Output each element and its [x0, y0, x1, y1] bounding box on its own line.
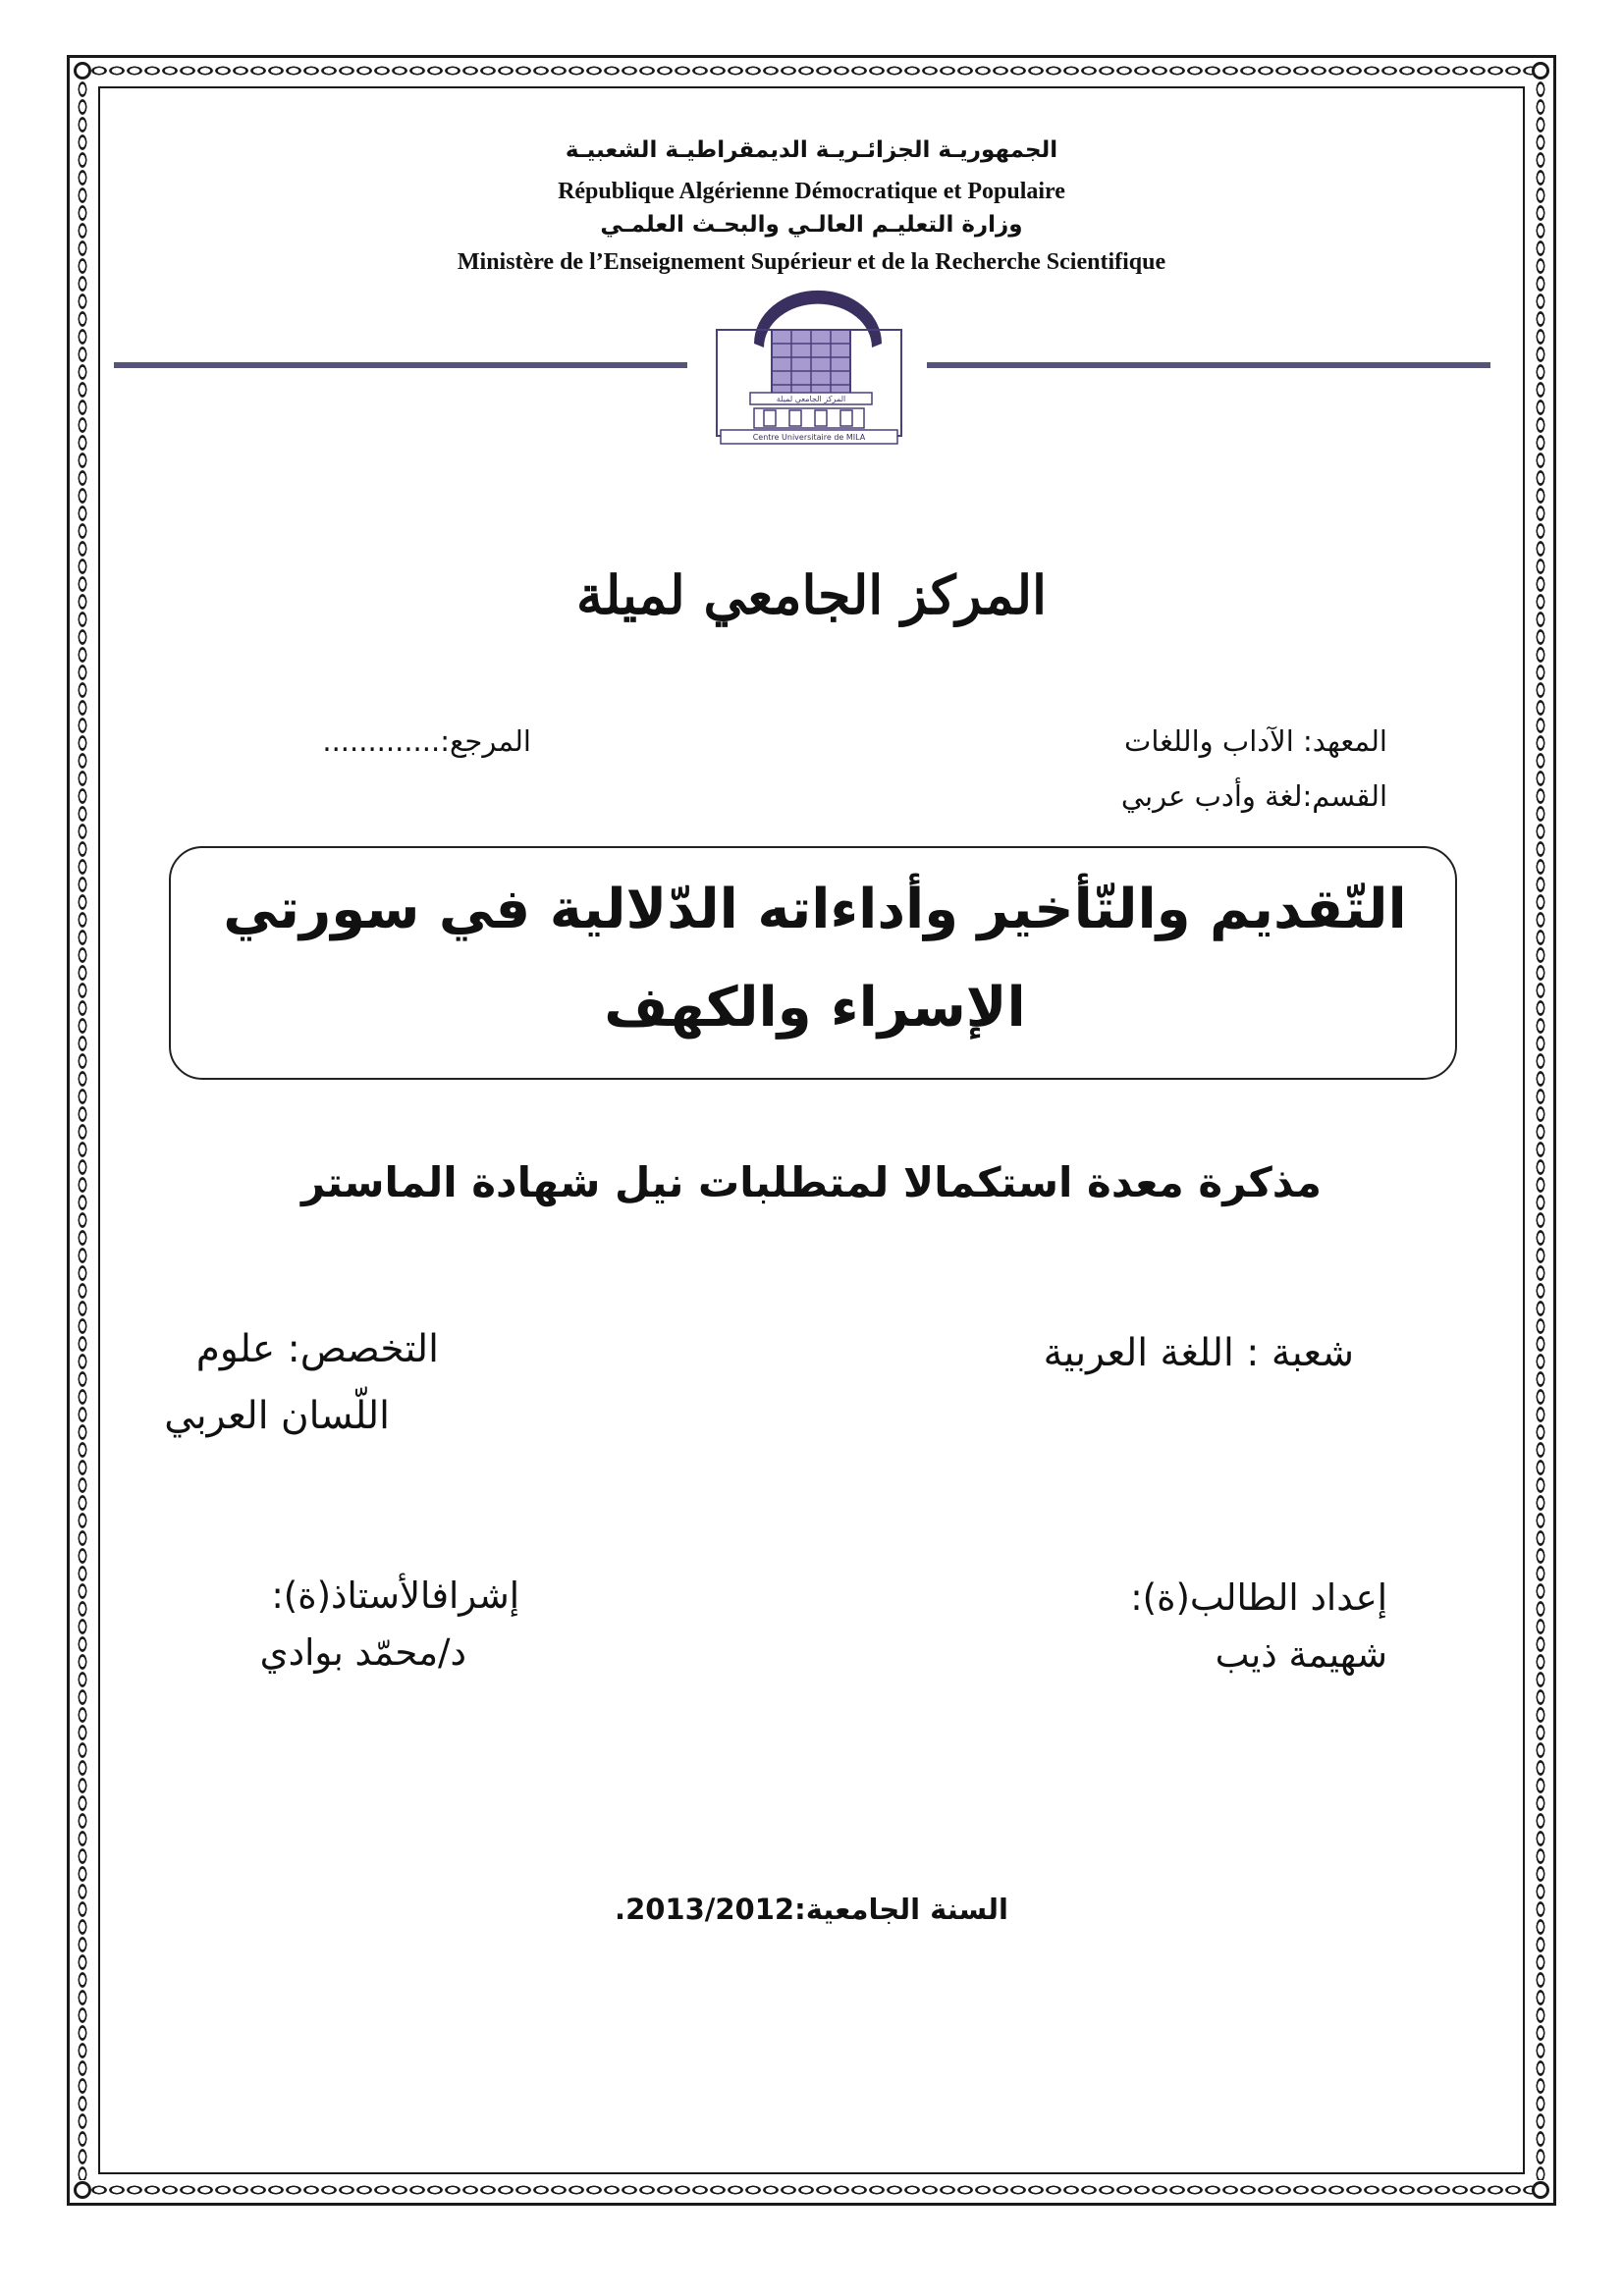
university-logo-icon [715, 283, 903, 452]
logo-caption: Centre Universitaire de MILA [752, 433, 866, 442]
thesis-title-line-2: الإسراء والكهف [604, 976, 1026, 1040]
specialty-line-2: اللّسان العربي [164, 1394, 390, 1438]
chain-border-top [90, 61, 1533, 80]
header-rule-right [927, 362, 1490, 368]
thesis-title-box [169, 846, 1457, 1080]
corner-ornament-icon [1532, 2181, 1549, 2199]
student-label: إعداد الطالب(ة): [1130, 1576, 1387, 1619]
supervisor-label: إشرافالأستاذ(ة): [271, 1575, 519, 1617]
chain-border-bottom [90, 2180, 1533, 2200]
institute-label: المعهد: الآداب واللغات [1124, 724, 1387, 758]
ministry-french: Ministère de l’Enseignement Supérieur et de la Recherche Scientifique [457, 249, 1166, 275]
reference-label: المرجع:............. [322, 724, 531, 758]
ministry-arabic: وزارة التعليـم العالـي والبحـث العلمـي [600, 212, 1023, 238]
university-name: المركز الجامعي لميلة [575, 563, 1048, 626]
department-label: القسم:لغة وأدب عربي [1120, 779, 1387, 813]
supervisor-name: د/محمّد بوادي [259, 1631, 466, 1674]
republic-french: République Algérienne Démocratique et Populaire [558, 179, 1065, 204]
branch-label: شعبة : اللغة العربية [1043, 1331, 1354, 1375]
academic-year: السنة الجامعية:2013/2012. [615, 1893, 1008, 1926]
corner-ornament-icon [1532, 62, 1549, 80]
corner-ornament-icon [74, 62, 91, 80]
thesis-title-line-1: التّقديم والتّأخير وأداءاته الدّلالية في سورتي [223, 878, 1407, 941]
specialty-line-1: التخصص: علوم [195, 1327, 439, 1371]
logo-inner-text: المركز الجامعي لميلة [776, 395, 846, 403]
corner-ornament-icon [74, 2181, 91, 2199]
republic-arabic: الجمهوريـة الجزائـريـة الديمقراطيـة الشعبيـة [565, 137, 1058, 163]
header-rule-left [114, 362, 687, 368]
chain-border-right [1531, 80, 1550, 2180]
student-name: شهيمة ذيب [1215, 1633, 1387, 1676]
chain-border-left [73, 80, 92, 2180]
thesis-subtitle: مذكرة معدة استكمالا لمتطلبات نيل شهادة الماستر [300, 1158, 1323, 1206]
